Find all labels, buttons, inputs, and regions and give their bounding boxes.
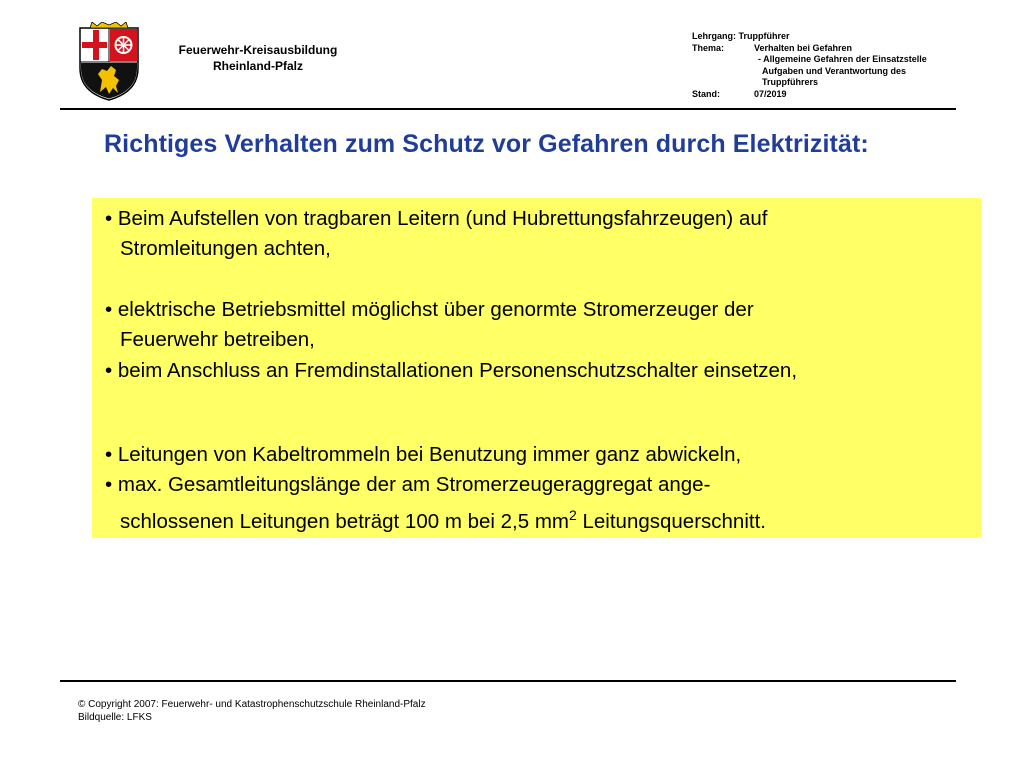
course-meta-block xyxy=(692,31,927,101)
thema-label: Thema: xyxy=(692,42,725,53)
thema-sub-1: - Allgemeine Gefahren der Einsatzstelle xyxy=(758,54,927,65)
bullet-2-line-2: Feuerwehr betreiben, xyxy=(120,328,315,351)
org-line-1: Feuerwehr-Kreisausbildung xyxy=(178,43,338,57)
bullet-1-line-2: Stromleitungen achten, xyxy=(120,237,331,260)
coat-of-arms-logo xyxy=(76,22,142,102)
stand-value: 07/2019 xyxy=(754,88,787,99)
header-divider xyxy=(60,108,956,110)
footer xyxy=(78,698,426,724)
bullet-3: • beim Anschluss an Fremdinstallationen Personenschutzschalter einsetzen, xyxy=(105,359,798,382)
thema-sub-3: Truppführers xyxy=(762,77,819,88)
bullet-4: • Leitungen von Kabeltrommeln bei Benutzung immer ganz abwickeln, xyxy=(105,443,742,466)
org-line-2: Rheinland-Pfalz xyxy=(212,59,303,73)
bullet-5-line-1: • max. Gesamtleitungslänge der am Stromerzeugeraggregat ange- xyxy=(105,473,711,496)
bullet-5-line-2-end: Leitungsquerschnitt. xyxy=(576,509,766,533)
thema-value: Verhalten bei Gefahren xyxy=(754,42,853,53)
superscript-2: 2 xyxy=(569,507,577,523)
image-source-text: Bildquelle: LFKS xyxy=(78,712,152,723)
bullet-1-line-1: • Beim Aufstellen von tragbaren Leitern (und Hubrettungsfahrzeugen) auf xyxy=(105,207,768,230)
bullet-2-line-1: • elektrische Betriebsmittel möglichst über genormte Stromerzeuger der xyxy=(105,298,754,321)
bullet-5-line-2-text: schlossenen Leitungen beträgt 100 m bei 2,5 mm xyxy=(120,509,569,533)
thema-sub-2: Aufgaben und Verantwortung des xyxy=(762,65,907,76)
organization-name xyxy=(150,42,366,74)
copyright-text: © Copyright 2007: Feuerwehr- und Katastrophenschutzschule Rheinland-Pfalz xyxy=(78,699,426,710)
slide-title: Richtiges Verhalten zum Schutz vor Gefahren durch Elektrizität: xyxy=(104,130,869,158)
lehrgang-value: Truppführer xyxy=(738,31,790,41)
bullet-5-line-2 xyxy=(120,503,766,534)
stand-label: Stand: xyxy=(692,88,720,99)
footer-divider xyxy=(60,680,956,682)
lehrgang-label: Lehrgang: xyxy=(692,31,736,41)
content-box xyxy=(92,198,981,538)
